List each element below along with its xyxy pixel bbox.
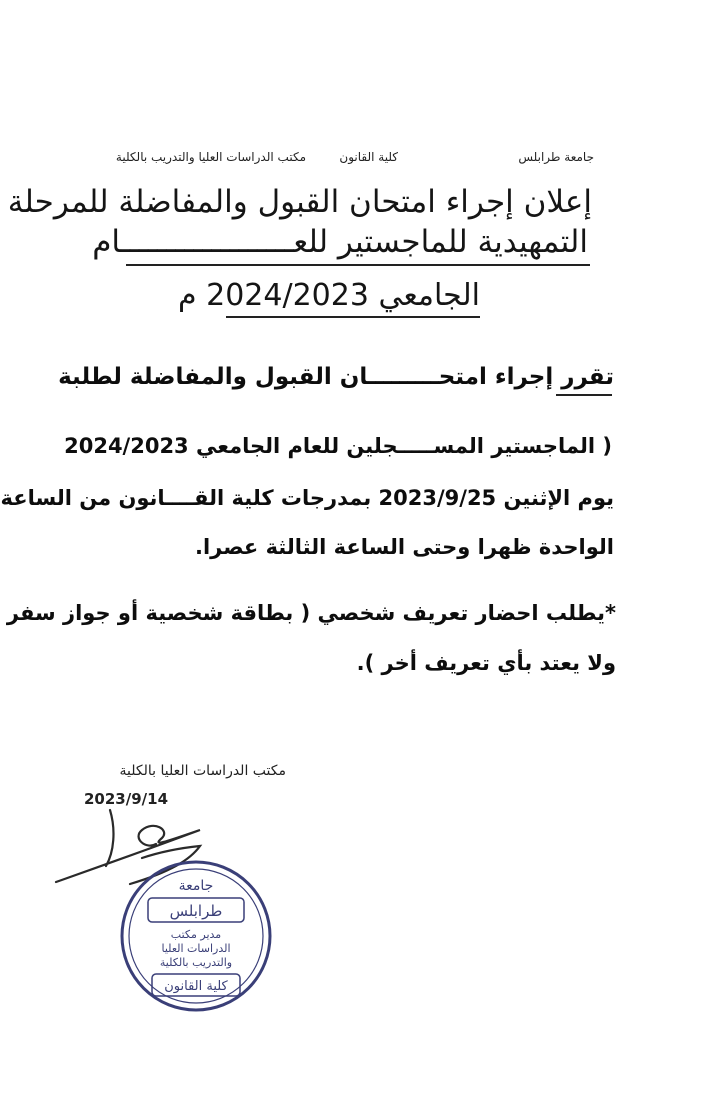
signature-date: 2023/9/14 — [84, 790, 169, 808]
official-stamp — [118, 858, 274, 1014]
header-office: مكتب الدراسات العليا والتدريب بالكلية — [115, 150, 306, 164]
body-line-5: *يطلب احضار تعريف شخصي ( بطاقة شخصية أو جواز سفر — [6, 601, 616, 625]
stamp-line-5: والتدريب بالكلية — [159, 956, 233, 969]
title-underline — [126, 264, 590, 266]
body-line-6: ولا يعتد بأي تعريف أخر ). — [356, 651, 616, 675]
body-line-1: تقرر إجراء امتحـــــــــان القبول والمفاضلة لطلبة — [58, 364, 614, 390]
body-line-3: يوم الإثنين 2023/9/25 بمدرجات كلية القــــانون من الساعة — [0, 486, 614, 510]
stamp-line-4: الدراسات العليا — [161, 942, 231, 955]
body-line-4: الواحدة ظهرا وحتى الساعة الثالثة عصرا. — [194, 535, 614, 559]
announcement-title-line-3: الجامعي 2024/2023 م — [177, 278, 480, 313]
title-underline-year — [226, 316, 480, 318]
body-first-word-underline — [556, 394, 612, 396]
stamp-line-6: كلية القانون — [164, 979, 228, 994]
announcement-title-line-2: التمهيدية للماجستير للعـــــــــــــــــــام — [92, 224, 588, 260]
signature-office: مكتب الدراسات العليا بالكلية — [119, 763, 286, 779]
announcement-title-line-1: إعلان إجراء امتحان القبول والمفاضلة للمرحلة — [7, 184, 592, 220]
stamp-line-2: طرابلس — [169, 902, 223, 920]
stamp-line-1: جامعة — [178, 878, 214, 894]
header-university: جامعة طرابلس — [518, 150, 594, 164]
stamp-line-3: مدير مكتب — [170, 928, 222, 941]
header-faculty: كلية القانون — [339, 150, 398, 164]
body-line-2: ( الماجستير المســـــجلين للعام الجامعي 2024/2023 — [64, 434, 612, 458]
